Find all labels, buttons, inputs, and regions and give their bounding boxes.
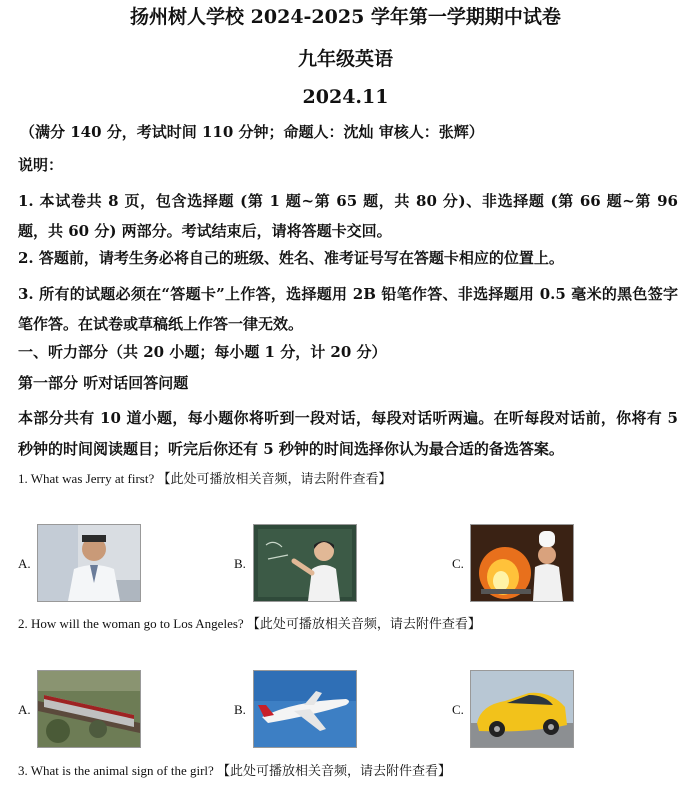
exam-subject: 九年级英语 xyxy=(297,48,393,70)
q1-option-a-label: A. xyxy=(18,556,31,571)
chef-photo[interactable] xyxy=(470,524,574,602)
train-photo[interactable] xyxy=(37,670,141,748)
airplane-photo[interactable] xyxy=(253,670,357,748)
part-heading: 第一部分 听对话回答问题 xyxy=(18,374,189,392)
question-1: 1. What was Jerry at first? 【此处可播放相关音频，请去附件查看】 xyxy=(18,471,392,486)
section-heading: 一、听力部分（共 20 小题；每小题 1 分，计 20 分） xyxy=(18,343,387,361)
notes-label: 说明： xyxy=(18,156,64,174)
q2-option-b-label: B. xyxy=(234,702,246,717)
part-description: 本部分共有 10 道小题，每小题你将听到一段对话，每段对话听两遍。在听每段对话前，你将有 5 秒钟的时间阅读题目；听完后你还有 5 秒钟的时间选择你认为最合适的备选答案。 xyxy=(18,409,678,458)
note-2: 2. 答题前，请考生务必将自己的班级、姓名、准考证号写在答题卡相应的位置上。 xyxy=(18,249,564,267)
car-photo[interactable] xyxy=(470,670,574,748)
exam-date: 2024.11 xyxy=(302,86,389,108)
note-1: 1. 本试卷共 8 页，包含选择题 (第 1 题~第 65 题，共 80 分)、非选择题 (第 66 题~第 96 题，共 60 分) 两部分。考试结束后，请将答题卡交回。 xyxy=(18,192,678,240)
question-3: 3. What is the animal sign of the girl? 【此处可播放相关音频，请去附件查看】 xyxy=(18,763,452,778)
q2-option-a-label: A. xyxy=(18,702,31,717)
teacher-photo[interactable] xyxy=(253,524,357,602)
question-2: 2. How will the woman go to Los Angeles? 【此处可播放相关音频，请去附件查看】 xyxy=(18,616,481,631)
exam-info: （满分 140 分，考试时间 110 分钟；命题人：沈灿 审核人：张辉） xyxy=(20,123,484,141)
exam-title: 扬州树人学校 2024-2025 学年第一学期期中试卷 xyxy=(130,6,561,28)
q2-option-c-label: C. xyxy=(452,702,464,717)
doctor-photo[interactable] xyxy=(37,524,141,602)
q1-option-b-label: B. xyxy=(234,556,246,571)
note-3: 3. 所有的试题必须在“答题卡”上作答，选择题用 2B 铅笔作答、非选择题用 0.5 毫米的黑色签字笔作答。在试卷或草稿纸上作答一律无效。 xyxy=(18,285,678,333)
q1-option-c-label: C. xyxy=(452,556,464,571)
